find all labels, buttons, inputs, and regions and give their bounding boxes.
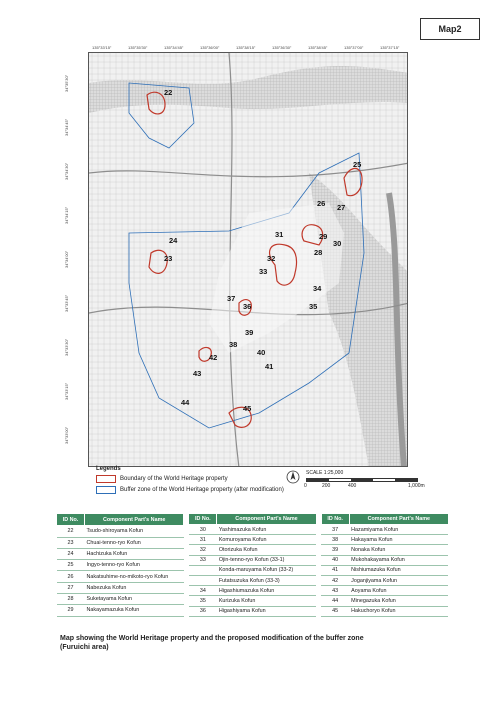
table-row [57,560,184,571]
scale-tick: 0 [304,483,307,489]
table-header-name: Component Part's Name [217,514,316,525]
table-cell-name: Aoyama Kofun [349,586,448,596]
table-cell-name: Ojin-tenno-ryo Kofun (33-1) [217,555,316,565]
table-row [57,593,184,604]
table-row [189,596,316,606]
site-label-24: 24 [169,236,178,245]
table-row [57,605,184,616]
caption-line-2: (Furuichi area) [60,644,109,652]
table-row [57,548,184,559]
table-row [321,606,448,616]
table-header-name: Component Part's Name [85,514,184,526]
longitude-label: 135°38'45" [308,45,328,50]
site-label-40: 40 [257,348,266,357]
table-row [189,565,316,575]
table-cell-name: Yashimazuka Kofun [217,525,316,535]
site-label-43: 43 [193,369,202,378]
table-cell-id: 42 [321,575,349,585]
table-cell-id: 38 [321,535,349,545]
site-label-37: 37 [227,294,236,303]
site-label-33: 33 [259,267,268,276]
table-cell-id: 22 [57,526,85,537]
table-cell-id: 23 [57,537,85,548]
table-cell-id: 40 [321,555,349,565]
north-arrow-icon [286,470,300,484]
table-cell-id: 45 [321,606,349,616]
table-cell-id: 32 [189,545,217,555]
component-table-1 [56,513,184,617]
site-label-35: 35 [309,302,318,311]
site-label-23: 23 [164,254,173,263]
table-cell-id [189,565,217,575]
table-cell-name: Hakayama Kofun [349,535,448,545]
table-cell-id: 36 [189,606,217,616]
latitude-label: 34°34'45" [64,118,69,136]
latitude-label: 34°34'15" [64,206,69,224]
table-row [321,525,448,535]
legend-buffer-label: Buffer zone of the World Heritage property (after modification) [120,487,284,493]
site-label-39: 39 [245,328,254,337]
map-canvas [89,53,408,467]
table-row [189,545,316,555]
map-caption [60,634,460,653]
site-label-42: 42 [209,353,218,362]
legend-title: Legends [96,466,121,472]
table-row [321,586,448,596]
site-label-44: 44 [181,398,190,407]
table-cell-id: 26 [57,571,85,582]
map-view[interactable] [88,52,408,467]
site-label-34: 34 [313,284,322,293]
table-cell-name: Nabezuka Kofun [85,582,184,593]
table-cell-id: 25 [57,560,85,571]
table-row [321,535,448,545]
table-cell-name: Higashiumazuka Kofun [217,586,316,596]
site-label-41: 41 [265,362,274,371]
table-cell-name: Nakatsuhime-no-mikoto-ryo Kofun [85,571,184,582]
table-cell-name: Konda-maruyama Kofun (33-2) [217,565,316,575]
table-cell-name: Higashiyama Kofun [217,606,316,616]
table-cell-id: 27 [57,582,85,593]
site-label-29: 29 [319,232,328,241]
scale-bar-graphic [306,478,418,482]
table-header-id: ID No. [321,514,349,525]
table-row [321,555,448,565]
table-row [189,525,316,535]
scale-tick: 200 [322,483,331,489]
table-cell-id: 24 [57,548,85,559]
site-label-32: 32 [267,254,276,263]
table-cell-id: 34 [189,586,217,596]
table-cell-name: Suketayama Kofun [85,593,184,604]
component-table-3 [321,513,449,617]
table-header-id: ID No. [189,514,217,525]
table-cell-name: Mukohakayama Kofun [349,555,448,565]
site-label-31: 31 [275,230,284,239]
table-cell-id: 35 [189,596,217,606]
map-number-label: Map2 [420,18,480,40]
component-tables [56,513,449,617]
longitude-label: 135°37'15" [380,45,400,50]
table-row [189,535,316,545]
longitude-label: 135°33'15" [92,45,112,50]
latitude-label: 34°33'15" [64,382,69,400]
table-row [321,565,448,575]
table-cell-name: Komuroyama Kofun [217,535,316,545]
table-cell-name: Nonaka Kofun [349,545,448,555]
table-cell-name: Futatsuzuka Kofun (33-3) [217,575,316,585]
table-row [321,545,448,555]
site-label-25: 25 [353,160,362,169]
table-row [57,537,184,548]
latitude-label: 34°35'30" [64,74,69,92]
legend-item-buffer [96,486,284,494]
longitude-label: 135°38'15" [236,45,256,50]
table-row [57,526,184,537]
table-cell-id: 31 [189,535,217,545]
legend-swatch-red [96,475,116,483]
table-cell-name: Hakuchoryo Kofun [349,606,448,616]
longitude-label: 135°36'00" [200,45,220,50]
table-cell-name: Ingyo-tenno-ryo Kofun [85,560,184,571]
table-row [57,571,184,582]
table-header-id: ID No. [57,514,85,526]
table-cell-id [189,575,217,585]
table-cell-name: Nishiumazuka Kofun [349,565,448,575]
table-header-name: Component Part's Name [349,514,448,525]
table-cell-id: 43 [321,586,349,596]
site-label-36: 36 [243,302,252,311]
legend-swatch-blue [96,486,116,494]
scale-label: SCALE 1:25,000 [306,470,344,476]
table-cell-name: Joganjiyama Kofun [349,575,448,585]
caption-line-1: Map showing the World Heritage property and the proposed modification of the buffer zone [60,635,364,642]
latitude-label: 34°34'30" [64,162,69,180]
table-row [189,555,316,565]
table-row [57,582,184,593]
table-cell-id: 41 [321,565,349,575]
site-label-38: 38 [229,340,238,349]
table-row [189,606,316,616]
table-cell-id: 37 [321,525,349,535]
scale-tick: 400 [348,483,357,489]
table-cell-name: Hazamiyama Kofun [349,525,448,535]
legend-boundary-label: Boundary of the World Heritage property [120,476,228,482]
component-table-2 [188,513,316,617]
site-label-28: 28 [314,248,323,257]
longitude-label: 135°34'45" [164,45,184,50]
site-label-26: 26 [317,199,326,208]
site-label-27: 27 [337,203,346,212]
table-cell-name: Chuai-tenno-ryo Kofun [85,537,184,548]
site-label-45: 45 [243,404,252,413]
table-cell-name: Tsudo-shiroyama Kofun [85,526,184,537]
latitude-label: 34°33'00" [64,426,69,444]
table-cell-name: Kurizuka Kofun [217,596,316,606]
table-row [321,575,448,585]
table-cell-name: Minegazuka Kofun [349,596,448,606]
table-row [189,586,316,596]
site-label-22: 22 [164,88,173,97]
table-row [189,575,316,585]
table-cell-id: 29 [57,605,85,616]
table-cell-name: Hachizuka Kofun [85,548,184,559]
longitude-label: 135°37'00" [344,45,364,50]
site-label-30: 30 [333,239,342,248]
legend [96,466,284,497]
table-cell-id: 39 [321,545,349,555]
table-cell-id: 28 [57,593,85,604]
latitude-label: 34°33'30" [64,338,69,356]
longitude-label: 135°36'30" [272,45,292,50]
table-row [321,596,448,606]
latitude-label: 34°33'45" [64,294,69,312]
table-cell-id: 33 [189,555,217,565]
table-cell-name: Nakayamazuka Kofun [85,605,184,616]
longitude-label: 135°35'30" [128,45,148,50]
table-cell-id: 44 [321,596,349,606]
latitude-label: 34°34'00" [64,250,69,268]
scale-tick: 1,000m [408,483,425,489]
table-cell-id: 30 [189,525,217,535]
legend-item-boundary [96,475,284,483]
table-cell-name: Otorizuka Kofun [217,545,316,555]
